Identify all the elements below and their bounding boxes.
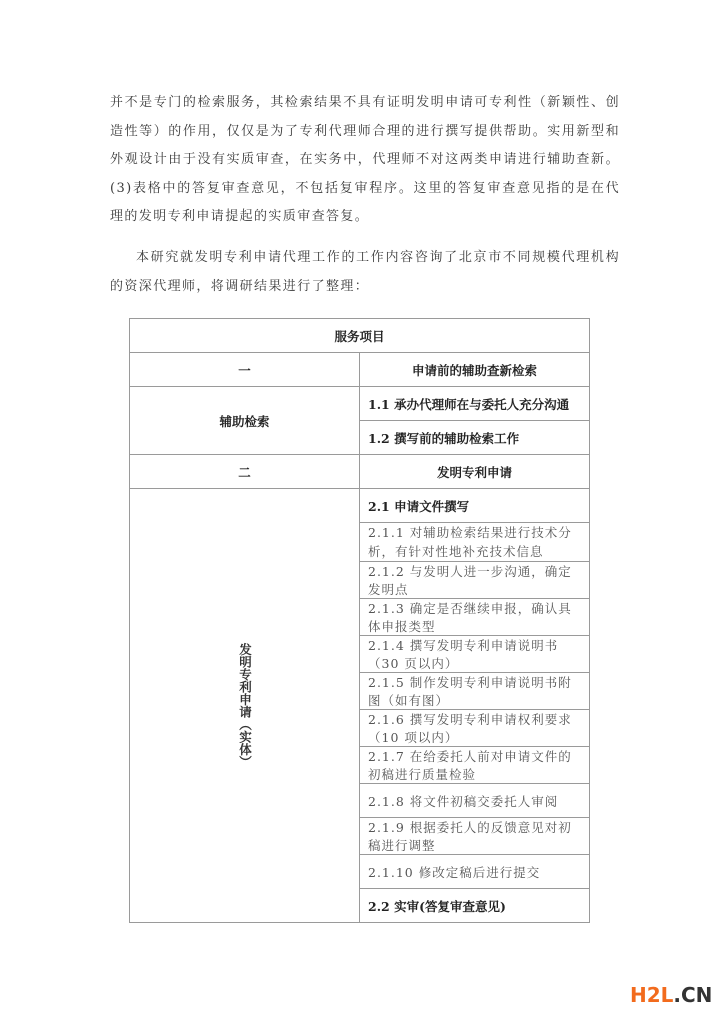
- service-table: [129, 318, 590, 923]
- subheading-cell: 2.2 实审(答复审查意见): [360, 889, 590, 923]
- group-label: 发明专利申请（实体）: [237, 643, 253, 768]
- item-cell: 2.1.4 撰写发明专利申请说明书（30 页以内）: [360, 636, 590, 673]
- table-row: [130, 489, 590, 523]
- item-cell: 2.1.1 对辅助检索结果进行技术分析，有针对性地补充技术信息: [360, 523, 590, 562]
- section-row: [130, 353, 590, 387]
- section-number: 一: [130, 353, 360, 387]
- item-cell: 1.1 承办代理师在与委托人充分沟通: [360, 387, 590, 421]
- section-row: [130, 455, 590, 489]
- item-cell: 2.1.7 在给委托人前对申请文件的初稿进行质量检验: [360, 747, 590, 784]
- item-cell: 2.1.3 确定是否继续申报，确认具体申报类型: [360, 599, 590, 636]
- section-title: 发明专利申请: [360, 455, 590, 489]
- item-cell: 2.1.8 将文件初稿交委托人审阅: [360, 784, 590, 818]
- watermark-part2: .CN: [673, 983, 713, 1007]
- item-cell: 2.1.5 制作发明专利申请说明书附图（如有图）: [360, 673, 590, 710]
- group-label: 辅助检索: [130, 387, 360, 455]
- table-header-row: [130, 319, 590, 353]
- section-number: 二: [130, 455, 360, 489]
- item-cell: 2.1.10 修改定稿后进行提交: [360, 855, 590, 889]
- item-cell: 2.1.6 撰写发明专利申请权利要求（10 项以内）: [360, 710, 590, 747]
- section-title: 申请前的辅助查新检索: [360, 353, 590, 387]
- table-header: 服务项目: [130, 319, 590, 353]
- group-label-cell: [130, 489, 360, 923]
- subheading-cell: 2.1 申请文件撰写: [360, 489, 590, 523]
- item-cell: 2.1.9 根据委托人的反馈意见对初稿进行调整: [360, 818, 590, 855]
- paragraph-1: 并不是专门的检索服务，其检索结果不具有证明发明申请可专利性（新颖性、创造性等）的作用，仅仅是为了专利代理师合理的进行撰写提供帮助。实用新型和外观设计由于没有实质审查，在实务中，代理师不对这两类申请进行辅助查新。(3)表格中的答复审查意见，不包括复审程序。这里的答复审查意见指的是在代理的发明专利申请提起的实质审查答复。: [110, 95, 620, 224]
- watermark-logo: [630, 983, 712, 1007]
- item-cell: 1.2 撰写前的辅助检索工作: [360, 421, 590, 455]
- paragraph-2: 本研究就发明专利申请代理工作的工作内容咨询了北京市不同规模代理机构的资深代理师，将调研结果进行了整理：: [110, 250, 620, 294]
- watermark-part1: H2L: [630, 983, 674, 1007]
- item-cell: 2.1.2 与发明人进一步沟通，确定发明点: [360, 562, 590, 599]
- table-row: [130, 387, 590, 421]
